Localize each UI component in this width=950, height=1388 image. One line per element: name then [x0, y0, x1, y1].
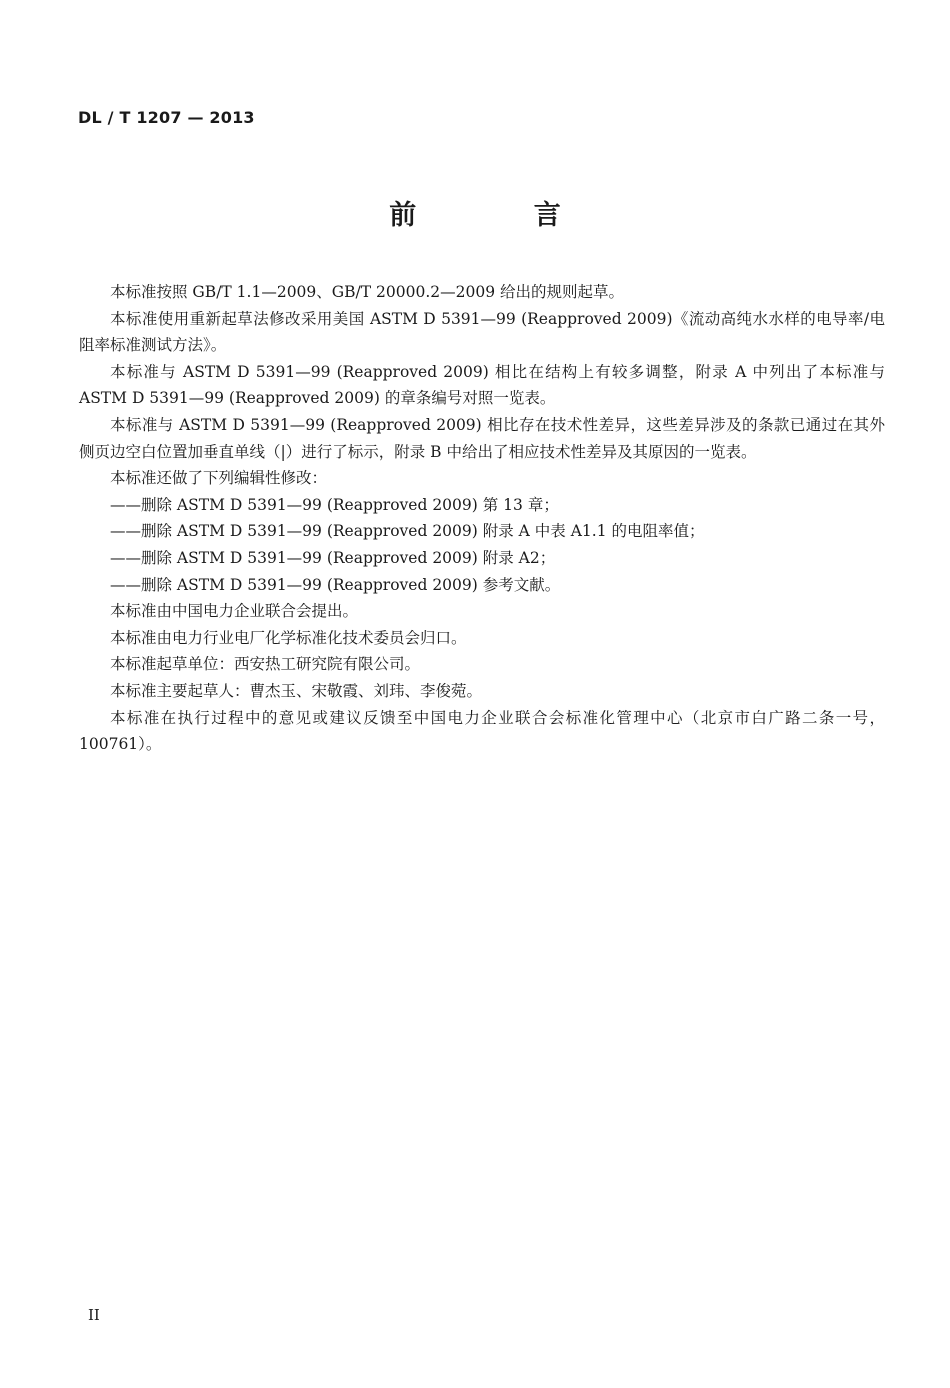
paragraph-drafters: 本标准主要起草人：曹杰玉、宋敬霞、刘玮、李俊菀。 — [110, 681, 483, 700]
paragraph-feedback: 本标准在执行过程中的意见或建议反馈至中国电力企业联合会标准化管理中心（北京市白广路二条一号，100761）。 — [79, 708, 885, 754]
list-item-delete-references: ——删除 ASTM D 5391—99 (Reapproved 2009) 参考文献。 — [110, 575, 561, 594]
paragraph-structure-changes: 本标准与 ASTM D 5391—99 (Reapproved 2009) 相比在结构上有较多调整，附录 A 中列出了本标准与 ASTM D 5391—99 (Reapproved 2009) 的章条编号对照一览表。 — [79, 362, 885, 408]
page-number: II — [88, 1306, 100, 1324]
foreword-body — [79, 279, 885, 758]
paragraph-drafting-unit: 本标准起草单位：西安热工研究院有限公司。 — [110, 655, 421, 674]
page-title: 前 言 — [389, 200, 615, 231]
list-item-delete-table-values: ——删除 ASTM D 5391—99 (Reapproved 2009) 附录 A 中表 A1.1 的电阻率值； — [110, 522, 705, 541]
standard-code: DL / T 1207 — 2013 — [78, 108, 255, 127]
paragraph-proposed-by: 本标准由中国电力企业联合会提出。 — [110, 602, 359, 621]
paragraph-technical-differences: 本标准与 ASTM D 5391—99 (Reapproved 2009) 相比存在技术性差异，这些差异涉及的条款已通过在其外侧页边空白位置加垂直单线（|）进行了标示，附录 B 中给出了相应技术性差异及其原因的一览表。 — [79, 415, 885, 461]
paragraph-editorial-intro: 本标准还做了下列编辑性修改： — [110, 469, 328, 488]
list-item-delete-chapter-13: ——删除 ASTM D 5391—99 (Reapproved 2009) 第 13 章； — [110, 495, 559, 514]
paragraph-drafting-rules: 本标准按照 GB/T 1.1—2009、GB/T 20000.2—2009 给出的规则起草。 — [110, 283, 625, 301]
paragraph-adoption-method: 本标准使用重新起草法修改采用美国 ASTM D 5391—99 (Reapproved 2009)《流动高纯水水样的电导率/电阻率标准测试方法》。 — [79, 309, 885, 355]
list-item-delete-annex-a2: ——删除 ASTM D 5391—99 (Reapproved 2009) 附录 A2； — [110, 548, 556, 567]
paragraph-managed-by: 本标准由电力行业电厂化学标准化技术委员会归口。 — [110, 628, 467, 647]
